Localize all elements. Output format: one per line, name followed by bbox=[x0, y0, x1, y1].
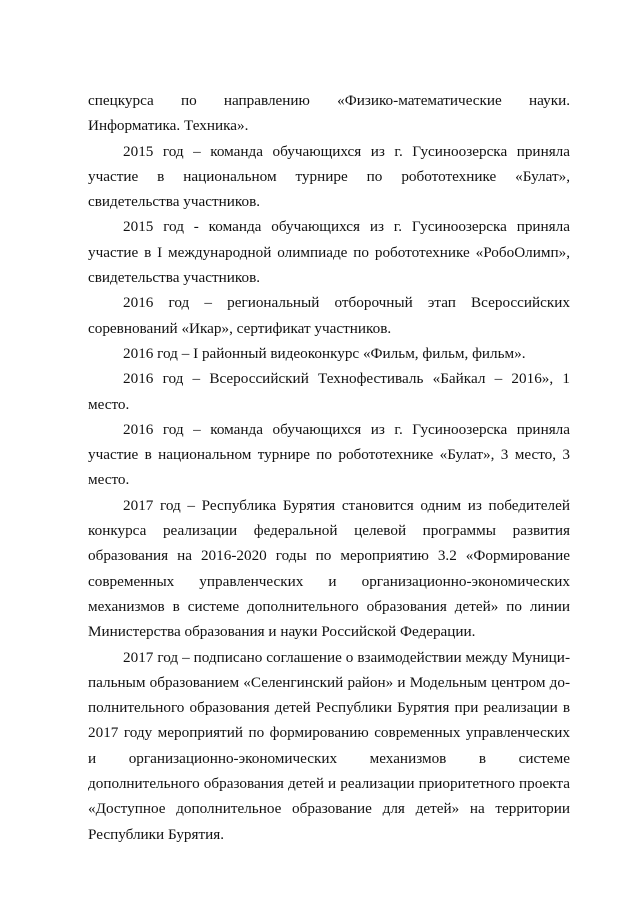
paragraph-8: 2017 год – Республика Бурятия становится одним из победителей конкурса реализации федеральной целевой программы развития образования на 2016-2020 годы по мероприятию 3.2 «Формирование современных управленческих и организационно-экономических механизмов в системе дополнительного образования детей» по линии Министерства образования и науки Российской Федерации. bbox=[88, 496, 570, 641]
document-page bbox=[88, 88, 570, 847]
paragraph-3: 2015 год - команда обучающихся из г. Гусиноозерска приняла участие в I международной олимпиаде по робототехнике «РобоОлимп», свидетельства участников. bbox=[88, 218, 570, 287]
paragraph-5: 2016 год – I районный видеоконкурс «Фильм, фильм, фильм». bbox=[123, 344, 526, 362]
paragraph-6: 2016 год – Всероссийский Технофестиваль «Байкал – 2016», 1 место. bbox=[88, 370, 570, 413]
paragraph-1: спецкурса по направлению «Физико-математические науки. Информатика. Техника». bbox=[88, 92, 570, 135]
paragraph-9: 2017 год – подписано соглашение о взаимодействии между Муниципальным образованием «Селенгинский район» и Модельным центром дополнительного образования детей Республики Бурятия при реализации в 2017 году мероприятий по формированию современных управленческих и организационно-экономических механизмов в системе дополнительного образования детей и реализации приоритетного проекта «Доступное дополнительное образование для детей» на территории Республики Бурятия. bbox=[88, 648, 570, 843]
paragraph-4: 2016 год – региональный отборочный этап Всероссийских соревнований «Икар», сертификат участников. bbox=[88, 294, 570, 337]
paragraph-7: 2016 год – команда обучающихся из г. Гусиноозерска приняла участие в национальном турнире по робототехнике «Булат», 3 место, 3 место. bbox=[88, 420, 570, 489]
paragraph-2: 2015 год – команда обучающихся из г. Гусиноозерска приняла участие в национальном турнире по робототехнике «Булат», свидетельства участников. bbox=[88, 142, 570, 211]
